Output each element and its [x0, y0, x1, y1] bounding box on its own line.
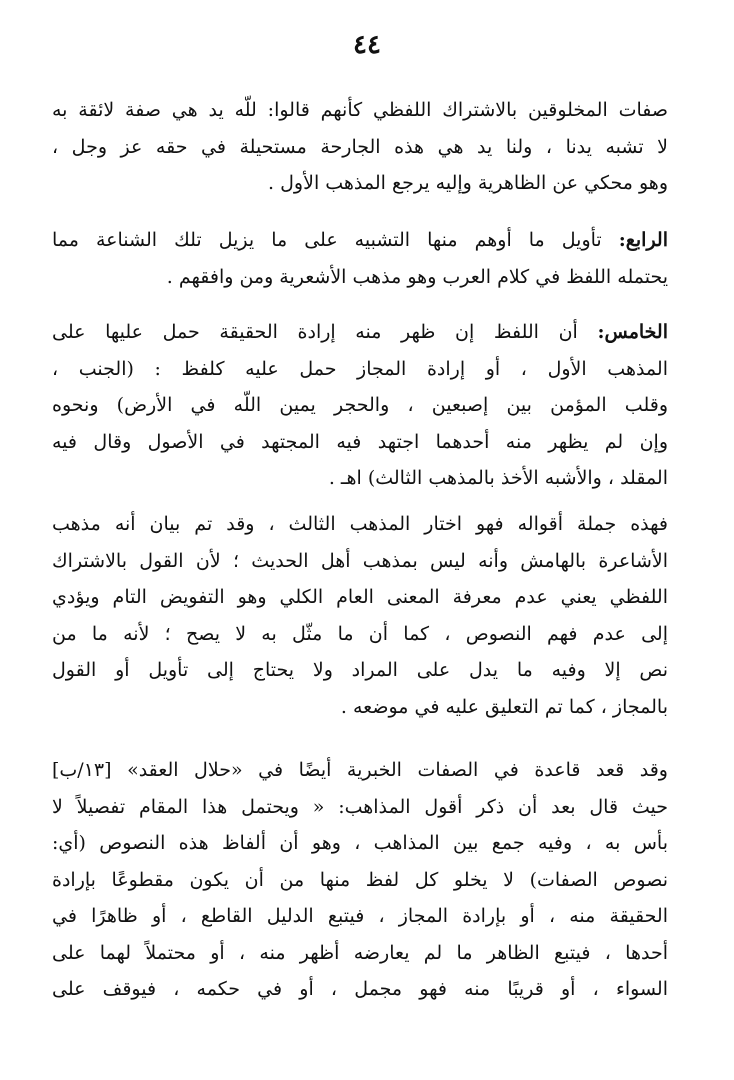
text-line: اللفظي يعني عدم معرفة المعنى العام الكلي وهو التفويض التام ويؤدي — [52, 586, 668, 608]
text-line — [52, 314, 668, 351]
text-line: وقلب المؤمن بين إصبعين ، والحجر يمين اللّه في الأرض) ونحوه — [52, 394, 668, 416]
paragraph-5 — [52, 752, 668, 1008]
paragraph-label: الرابع: — [618, 229, 668, 251]
text-line: بالمجاز ، كما تم التعليق عليه في موضعه . — [340, 695, 668, 718]
text-line: فهذه جملة أقواله فهو اختار المذهب الثالث ، وقد تم بيان أنه مذهب — [52, 513, 668, 535]
text-line: نصوص الصفات) لا يخلو كل لفظ منها من أن يكون مقطوعًا بإرادة — [52, 868, 668, 891]
text-line: المذهب الأول ، أو إرادة المجاز حمل عليه كلفظ : (الجنب ، — [52, 357, 668, 380]
text-line: حيث قال بعد أن ذكر أقول المذاهب: « ويحتمل هذا المقام تفصيلاً لا — [52, 795, 668, 818]
text-line: بأس به ، وفيه جمع بين المذاهب ، وهو أن ألفاظ هذه النصوص (أي: — [52, 832, 668, 854]
text-line: إلى عدم فهم النصوص ، كما أن ما مثّل به لا يصح ؛ لأنه ما من — [52, 622, 668, 645]
text-line: نص إلا وفيه ما يدل على المراد ولا يحتاج إلى تأويل أو القول — [52, 659, 668, 681]
text-line: صفات المخلوقين بالاشتراك اللفظي كأنهم قالوا: للّه يد هي صفة لائقة به — [52, 99, 668, 121]
text-line: وهو محكي عن الظاهرية وإليه يرجع المذهب الأول . — [268, 172, 668, 194]
text-line: الحقيقة منه ، أو بإرادة المجاز ، فيتبع الدليل القاطع ، أو ظاهرًا في — [52, 905, 668, 927]
text-line: يحتمله اللفظ في كلام العرب وهو مذهب الأشعرية ومن وافقهم . — [166, 265, 668, 288]
text-line: وإن لم يظهر منه أحدهما اجتهد فيه المجتهد في الأصول وقال فيه — [52, 430, 668, 453]
text-line: لا تشبه يدنا ، ولنا يد هي هذه الجارحة مستحيلة في حقه عز وجل ، — [52, 135, 668, 158]
paragraph-label: الخامس: — [597, 321, 668, 343]
text-line — [52, 222, 668, 259]
paragraph-2 — [52, 222, 668, 295]
text-line: السواء ، أو قريبًا منه فهو مجمل ، أو في حكمه ، فيوقف على — [52, 978, 668, 1000]
text-line: الأشاعرة بالهامش وأنه ليس بمذهب أهل الحديث ؛ لأن القول بالاشتراك — [52, 549, 668, 572]
paragraph-4 — [52, 506, 668, 725]
text-line: المقلد ، والأشبه الأخذ بالمذهب الثالث) اهـ . — [328, 467, 668, 489]
paragraph-3 — [52, 314, 668, 497]
page-number: ٤٤ — [353, 30, 381, 60]
text-line: أحدها ، فيتبع الظاهر ما لم يعارضه أظهر منه ، أو محتملاً لهما على — [52, 941, 668, 964]
text-line: وقد قعد قاعدة في الصفات الخبرية أيضًا في «حلال العقد» [١٣/ب] — [52, 759, 668, 781]
text-line-content: تأويل ما أوهم منها التشبيه على ما يزيل تلك الشناعة مما — [52, 229, 602, 251]
paragraph-1 — [52, 92, 668, 202]
text-line-content: أن اللفظ إن ظهر منه إرادة الحقيقة حمل عليها على — [52, 321, 578, 343]
